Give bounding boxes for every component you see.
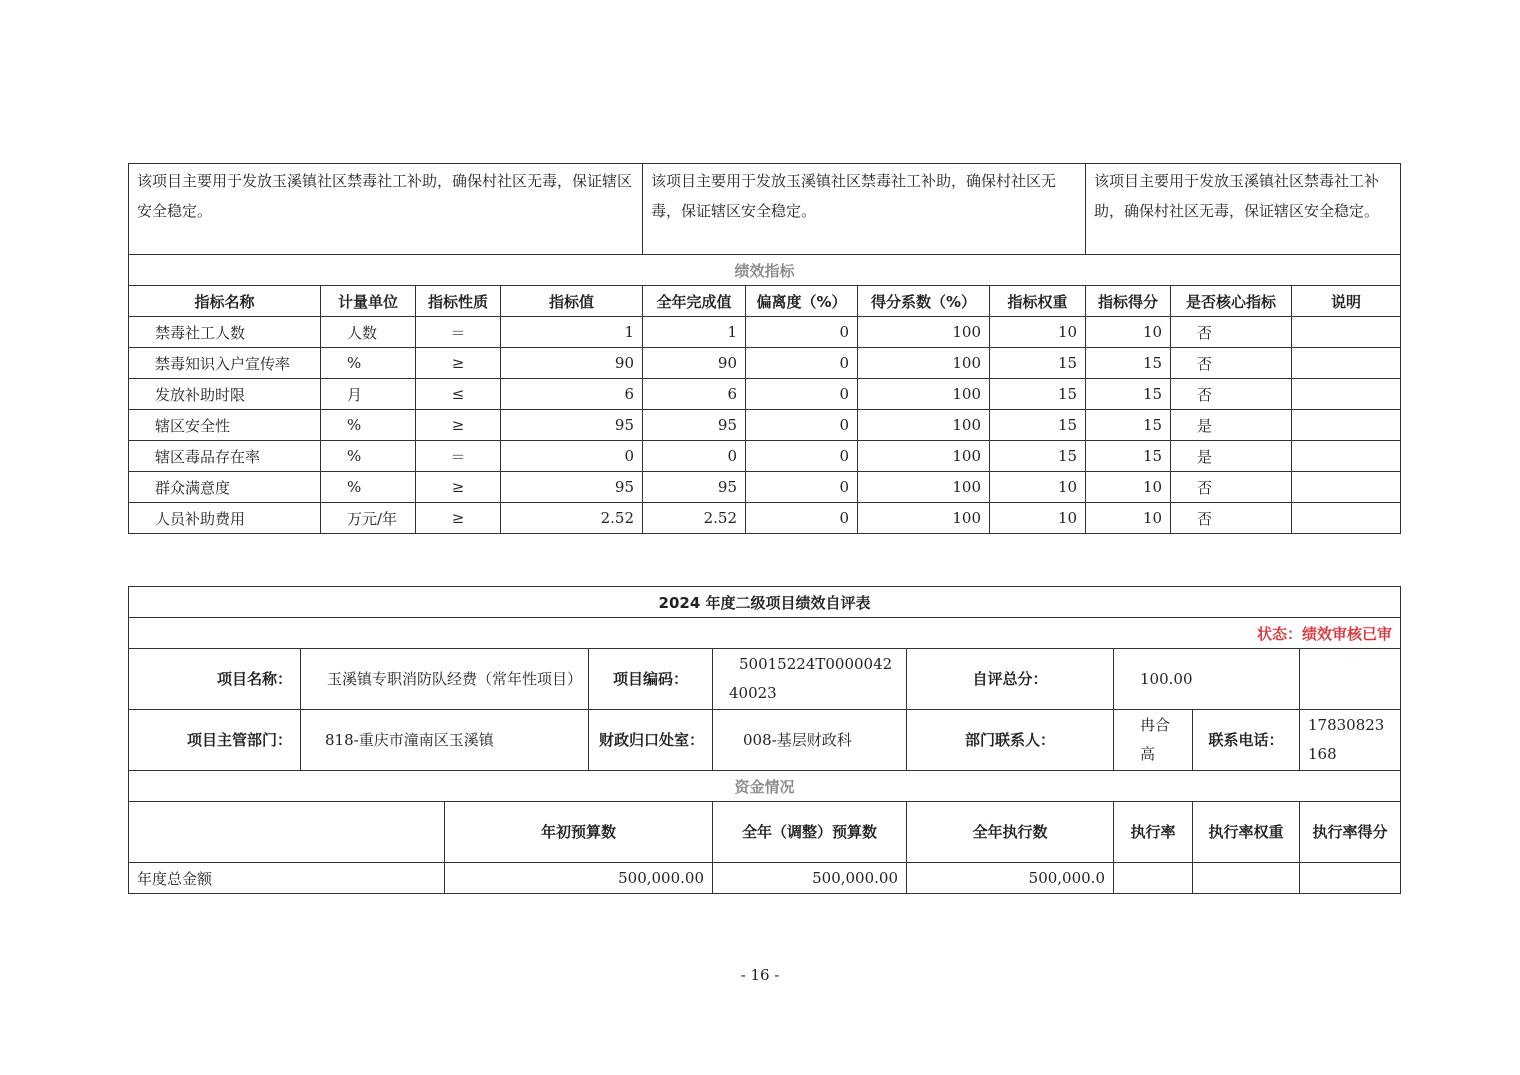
table-cell: 0 [746, 410, 858, 441]
description-cell: 该项目主要用于发放玉溪镇社区禁毒社工补助，确保村社区无毒，保证辖区安全稳定。 [129, 164, 643, 255]
table-cell: % [321, 472, 416, 503]
table-cell: 禁毒知识入户宣传率 [129, 348, 321, 379]
description-cell: 该项目主要用于发放玉溪镇社区禁毒社工补助，确保村社区无毒，保证辖区安全稳定。 [1086, 164, 1401, 255]
fund-cell [1114, 863, 1193, 894]
fund-column-header: 全年（调整）预算数 [713, 802, 907, 863]
table-cell: ＝ [416, 441, 501, 472]
table-cell: 15 [990, 410, 1086, 441]
table-row [129, 379, 1401, 410]
dept-value: 818-重庆市潼南区玉溪镇 [301, 710, 589, 771]
project-code-label: 项目编码： [589, 649, 713, 710]
table-cell: 15 [990, 379, 1086, 410]
fund-cell: 年度总金额 [129, 863, 445, 894]
table-cell: 90 [643, 348, 746, 379]
table-cell: 10 [1086, 472, 1171, 503]
page-number: - 16 - [740, 966, 780, 984]
fund-cell [1193, 863, 1300, 894]
table-cell [1292, 317, 1401, 348]
contact-value: 冉合高 [1114, 710, 1193, 771]
table-cell: 禁毒社工人数 [129, 317, 321, 348]
table-row [129, 472, 1401, 503]
fund-cell: 500,000.0 [907, 863, 1114, 894]
table-cell: 100 [858, 348, 990, 379]
table-row [129, 348, 1401, 379]
table-cell: 10 [1086, 503, 1171, 534]
table-title: 2024 年度二级项目绩效自评表 [129, 587, 1401, 618]
table-cell: 10 [990, 472, 1086, 503]
table-cell: 10 [1086, 317, 1171, 348]
column-header: 指标权重 [990, 286, 1086, 317]
section-title: 绩效指标 [129, 255, 1401, 286]
project-self-evaluation-table [128, 586, 1401, 894]
fund-row [129, 863, 1401, 894]
column-header: 计量单位 [321, 286, 416, 317]
table-cell: 1 [643, 317, 746, 348]
contact-label: 部门联系人： [907, 710, 1114, 771]
table-cell: 否 [1171, 348, 1292, 379]
column-header: 全年完成值 [643, 286, 746, 317]
project-code-value: 50015224T000004240023 [713, 649, 907, 710]
column-header: 说明 [1292, 286, 1401, 317]
table-cell [1292, 348, 1401, 379]
fund-column-header: 年初预算数 [445, 802, 713, 863]
performance-indicator-table [128, 163, 1401, 534]
table-cell: 万元/年 [321, 503, 416, 534]
table-cell: 人数 [321, 317, 416, 348]
table-cell: 2.52 [643, 503, 746, 534]
table-cell: 10 [990, 503, 1086, 534]
fund-column-header: 全年执行数 [907, 802, 1114, 863]
table-cell: 95 [643, 410, 746, 441]
table-cell: 人员补助费用 [129, 503, 321, 534]
table-cell: 0 [501, 441, 643, 472]
project-name-label: 项目名称： [129, 649, 301, 710]
table-cell [1292, 441, 1401, 472]
table-cell: 15 [1086, 379, 1171, 410]
column-header: 指标性质 [416, 286, 501, 317]
fund-section-title: 资金情况 [129, 771, 1401, 802]
table-cell: 否 [1171, 317, 1292, 348]
table-cell [1292, 503, 1401, 534]
table-cell: ≥ [416, 472, 501, 503]
column-header: 得分系数（%） [858, 286, 990, 317]
table-cell: % [321, 410, 416, 441]
table-cell: 100 [858, 503, 990, 534]
table-cell: 95 [501, 410, 643, 441]
column-header: 偏离度（%） [746, 286, 858, 317]
header-row [129, 286, 1401, 317]
table-cell: 6 [501, 379, 643, 410]
fund-cell: 500,000.00 [445, 863, 713, 894]
table-cell: 是 [1171, 410, 1292, 441]
table-cell: 100 [858, 379, 990, 410]
project-name-value: 玉溪镇专职消防队经费（常年性项目） [301, 649, 589, 710]
table-cell: ≥ [416, 410, 501, 441]
column-header: 指标得分 [1086, 286, 1171, 317]
table-cell: 群众满意度 [129, 472, 321, 503]
table-cell: 辖区毒品存在率 [129, 441, 321, 472]
table-cell: 是 [1171, 441, 1292, 472]
table-cell: 15 [990, 441, 1086, 472]
status-badge: 状态：绩效审核已审 [129, 618, 1401, 649]
empty-cell [1300, 649, 1401, 710]
score-label: 自评总分： [907, 649, 1114, 710]
table-row [129, 441, 1401, 472]
table-cell: % [321, 441, 416, 472]
table-cell: 否 [1171, 472, 1292, 503]
table-cell [1292, 379, 1401, 410]
table-cell: 否 [1171, 379, 1292, 410]
fund-cell [1300, 863, 1401, 894]
table-cell: 0 [746, 348, 858, 379]
table-cell: 0 [746, 317, 858, 348]
table-cell: 15 [990, 348, 1086, 379]
table-cell: 0 [746, 441, 858, 472]
dept-label: 项目主管部门： [129, 710, 301, 771]
column-header: 是否核心指标 [1171, 286, 1292, 317]
table-row [129, 410, 1401, 441]
fund-cell: 500,000.00 [713, 863, 907, 894]
table-cell: 100 [858, 441, 990, 472]
table-cell [1292, 410, 1401, 441]
table-cell: 0 [643, 441, 746, 472]
table-cell: 15 [1086, 348, 1171, 379]
table-cell: 0 [746, 503, 858, 534]
table-cell: 95 [643, 472, 746, 503]
table-cell: ≤ [416, 379, 501, 410]
table-cell: 6 [643, 379, 746, 410]
table-cell: ≥ [416, 348, 501, 379]
table-cell: 辖区安全性 [129, 410, 321, 441]
table-cell: 100 [858, 472, 990, 503]
table-row [129, 503, 1401, 534]
table-cell: 95 [501, 472, 643, 503]
description-cell: 该项目主要用于发放玉溪镇社区禁毒社工补助，确保村社区无毒，保证辖区安全稳定。 [643, 164, 1086, 255]
table-cell: ＝ [416, 317, 501, 348]
fund-column-header: 执行率 [1114, 802, 1193, 863]
column-header: 指标名称 [129, 286, 321, 317]
score-value: 100.00 [1114, 649, 1300, 710]
column-header: 指标值 [501, 286, 643, 317]
table-cell: 1 [501, 317, 643, 348]
finance-label: 财政归口处室： [589, 710, 713, 771]
table-cell: 0 [746, 379, 858, 410]
table-cell: 10 [990, 317, 1086, 348]
table-cell: 发放补助时限 [129, 379, 321, 410]
table-cell [1292, 472, 1401, 503]
table-row [129, 317, 1401, 348]
table-cell: 15 [1086, 410, 1171, 441]
table-cell: % [321, 348, 416, 379]
fund-column-header: 执行率得分 [1300, 802, 1401, 863]
table-cell: ≥ [416, 503, 501, 534]
table-cell: 月 [321, 379, 416, 410]
finance-value: 008-基层财政科 [713, 710, 907, 771]
table-cell: 90 [501, 348, 643, 379]
table-cell: 0 [746, 472, 858, 503]
fund-column-header: 执行率权重 [1193, 802, 1300, 863]
fund-header-blank [129, 802, 445, 863]
phone-value: 17830823168 [1300, 710, 1401, 771]
table-cell: 100 [858, 410, 990, 441]
table-cell: 否 [1171, 503, 1292, 534]
table-cell: 15 [1086, 441, 1171, 472]
table-cell: 2.52 [501, 503, 643, 534]
phone-label: 联系电话： [1193, 710, 1300, 771]
table-cell: 100 [858, 317, 990, 348]
